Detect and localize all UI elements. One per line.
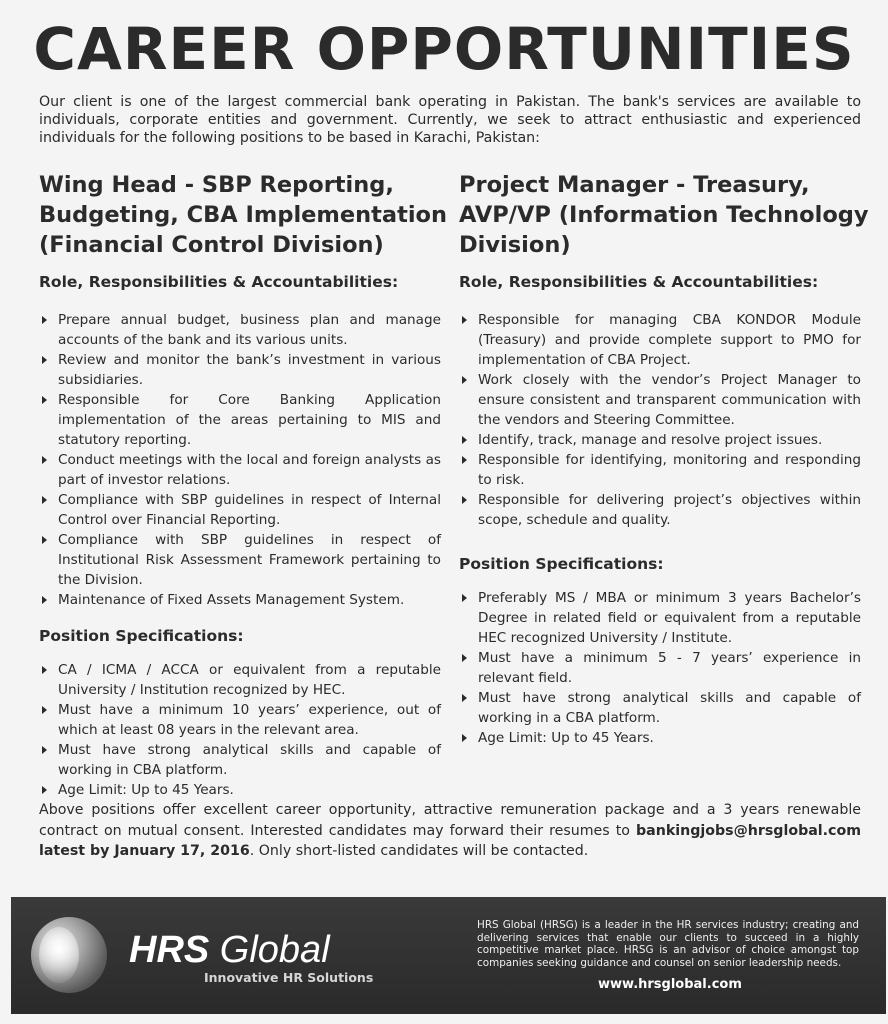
list-item-text: Responsible for delivering project’s objectives within scope, schedule and quality. — [478, 492, 861, 528]
list-item-text: Prepare annual budget, business plan and manage accounts of the bank and its various units. — [58, 312, 441, 348]
brand-tagline: Innovative HR Solutions — [204, 970, 374, 985]
list-item-text: Work closely with the vendor’s Project Manager to ensure consistent and transparent communication with the vendors and Steering Committee. — [478, 372, 861, 428]
closing-text: Above positions offer excellent career opportunity, attractive remuneration package and a 3 years renewable contract on mutual consent. Interested candidates may forward their resumes to — [39, 802, 861, 839]
page-title: CAREER OPPORTUNITIES — [33, 15, 855, 83]
footer-banner — [11, 897, 886, 1014]
list-item — [39, 780, 441, 800]
intro-paragraph: Our client is one of the largest commercial bank operating in Pakistan. The bank's services are available to individuals, corporate entities and government. Currently, we seek to attract enthusiastic and experienced individuals for the following positions to be based in Karachi, Pakistan: — [39, 94, 861, 146]
specifications-list — [459, 588, 861, 748]
job-title-line: AVP/VP (Information Technology — [459, 202, 869, 228]
closing-text: . Only short-listed candidates will be contacted. — [249, 843, 589, 859]
list-item — [459, 688, 861, 728]
list-item-text: Age Limit: Up to 45 Years. — [478, 730, 654, 746]
specifications-list — [39, 660, 441, 800]
list-item-text: Review and monitor the bank’s investment in various subsidiaries. — [58, 352, 441, 388]
list-item-text: Must have strong analytical skills and capable of working in CBA platform. — [58, 742, 441, 778]
bullet-arrow-icon — [462, 694, 467, 702]
list-item-text: Identify, track, manage and resolve project issues. — [478, 432, 823, 448]
job-title-line: Budgeting, CBA Implementation — [39, 202, 448, 228]
bullet-arrow-icon — [42, 666, 47, 674]
list-item — [459, 648, 861, 688]
roles-list — [459, 310, 861, 530]
brand-logo — [129, 927, 330, 972]
brand-logo-hrs: HRS — [129, 929, 210, 971]
bullet-arrow-icon — [462, 654, 467, 662]
list-item-text: Responsible for managing CBA KONDOR Module (Treasury) and provide complete support to PMO for implementation of CBA Project. — [478, 312, 861, 368]
list-item-text: Preferably MS / MBA or minimum 3 years Bachelor’s Degree in related field or equivalent from a reputable HEC recognized University / Institute. — [478, 590, 861, 646]
job-project-manager — [459, 170, 869, 748]
list-item — [39, 310, 441, 350]
list-item — [39, 530, 441, 590]
list-item — [459, 728, 861, 748]
roles-heading: Role, Responsibilities & Accountabilities: — [459, 273, 819, 291]
bullet-arrow-icon — [42, 356, 47, 364]
job-title-line: Division) — [459, 232, 571, 258]
bullet-arrow-icon — [42, 496, 47, 504]
job-title-project-manager — [459, 170, 869, 260]
website-link[interactable]: www.hrsglobal.com — [598, 977, 742, 992]
bullet-arrow-icon — [462, 436, 467, 444]
globe-highlight — [39, 927, 79, 983]
list-item — [39, 590, 441, 610]
bullet-arrow-icon — [462, 316, 467, 324]
list-item — [39, 660, 441, 700]
list-item-text: Must have a minimum 10 years’ experience, out of which at least 08 years in the relevant area. — [58, 702, 441, 738]
list-item-text: Responsible for Core Banking Application implementation of the areas pertaining to MIS and statutory reporting. — [58, 392, 441, 448]
list-item — [39, 350, 441, 390]
company-description: HRS Global (HRSG) is a leader in the HR services industry; creating and delivering services that enable our clients to succeed in a highly competitive market place. HRSG is an advisor of choice amongst top companies seeking guidance and counsel on senior leadership needs. — [477, 919, 859, 969]
bullet-arrow-icon — [462, 496, 467, 504]
list-item — [39, 390, 441, 450]
job-title-line: Project Manager - Treasury, — [459, 172, 810, 198]
bullet-arrow-icon — [42, 456, 47, 464]
globe-icon — [31, 917, 107, 993]
bullet-arrow-icon — [462, 456, 467, 464]
brand-logo-global: Global — [209, 929, 330, 971]
bullet-arrow-icon — [462, 734, 467, 742]
list-item-text: Must have a minimum 5 - 7 years’ experience in relevant field. — [478, 650, 861, 686]
specifications-heading: Position Specifications: — [39, 627, 244, 645]
list-item-text: Compliance with SBP guidelines in respect of Internal Control over Financial Reporting. — [58, 492, 441, 528]
bullet-arrow-icon — [462, 376, 467, 384]
application-deadline: latest by January 17, 2016 — [39, 843, 250, 859]
list-item — [459, 310, 861, 370]
list-item — [39, 740, 441, 780]
job-title-line: Wing Head - SBP Reporting, — [39, 172, 394, 198]
list-item — [39, 490, 441, 530]
list-item — [39, 450, 441, 490]
list-item — [459, 370, 861, 430]
list-item — [459, 588, 861, 648]
list-item-text: Must have strong analytical skills and capable of working in a CBA platform. — [478, 690, 861, 726]
bullet-arrow-icon — [42, 786, 47, 794]
bullet-arrow-icon — [42, 706, 47, 714]
closing-paragraph — [39, 800, 861, 862]
list-item-text: Responsible for identifying, monitoring and responding to risk. — [478, 452, 861, 488]
bullet-arrow-icon — [42, 396, 47, 404]
list-item — [459, 490, 861, 530]
list-item-text: Maintenance of Fixed Assets Management System. — [58, 592, 405, 608]
list-item-text: Compliance with SBP guidelines in respect of Institutional Risk Assessment Framework pertaining to the Division. — [58, 532, 441, 588]
list-item-text: Age Limit: Up to 45 Years. — [58, 782, 234, 798]
bullet-arrow-icon — [42, 596, 47, 604]
bullet-arrow-icon — [42, 746, 47, 754]
list-item — [459, 430, 861, 450]
contact-email: bankingjobs@hrsglobal.com — [635, 822, 861, 839]
bullet-arrow-icon — [462, 594, 467, 602]
roles-list — [39, 310, 441, 610]
job-title-wing-head — [39, 170, 448, 260]
bullet-arrow-icon — [42, 536, 47, 544]
list-item — [459, 450, 861, 490]
list-item — [39, 700, 441, 740]
list-item-text: CA / ICMA / ACCA or equivalent from a reputable University / Institution recognized by HEC. — [58, 662, 441, 698]
job-wing-head — [39, 170, 448, 800]
roles-heading: Role, Responsibilities & Accountabilities: — [39, 273, 399, 291]
job-title-line: (Financial Control Division) — [39, 232, 384, 258]
specifications-heading: Position Specifications: — [459, 555, 664, 573]
bullet-arrow-icon — [42, 316, 47, 324]
list-item-text: Conduct meetings with the local and foreign analysts as part of investor relations. — [58, 452, 441, 488]
